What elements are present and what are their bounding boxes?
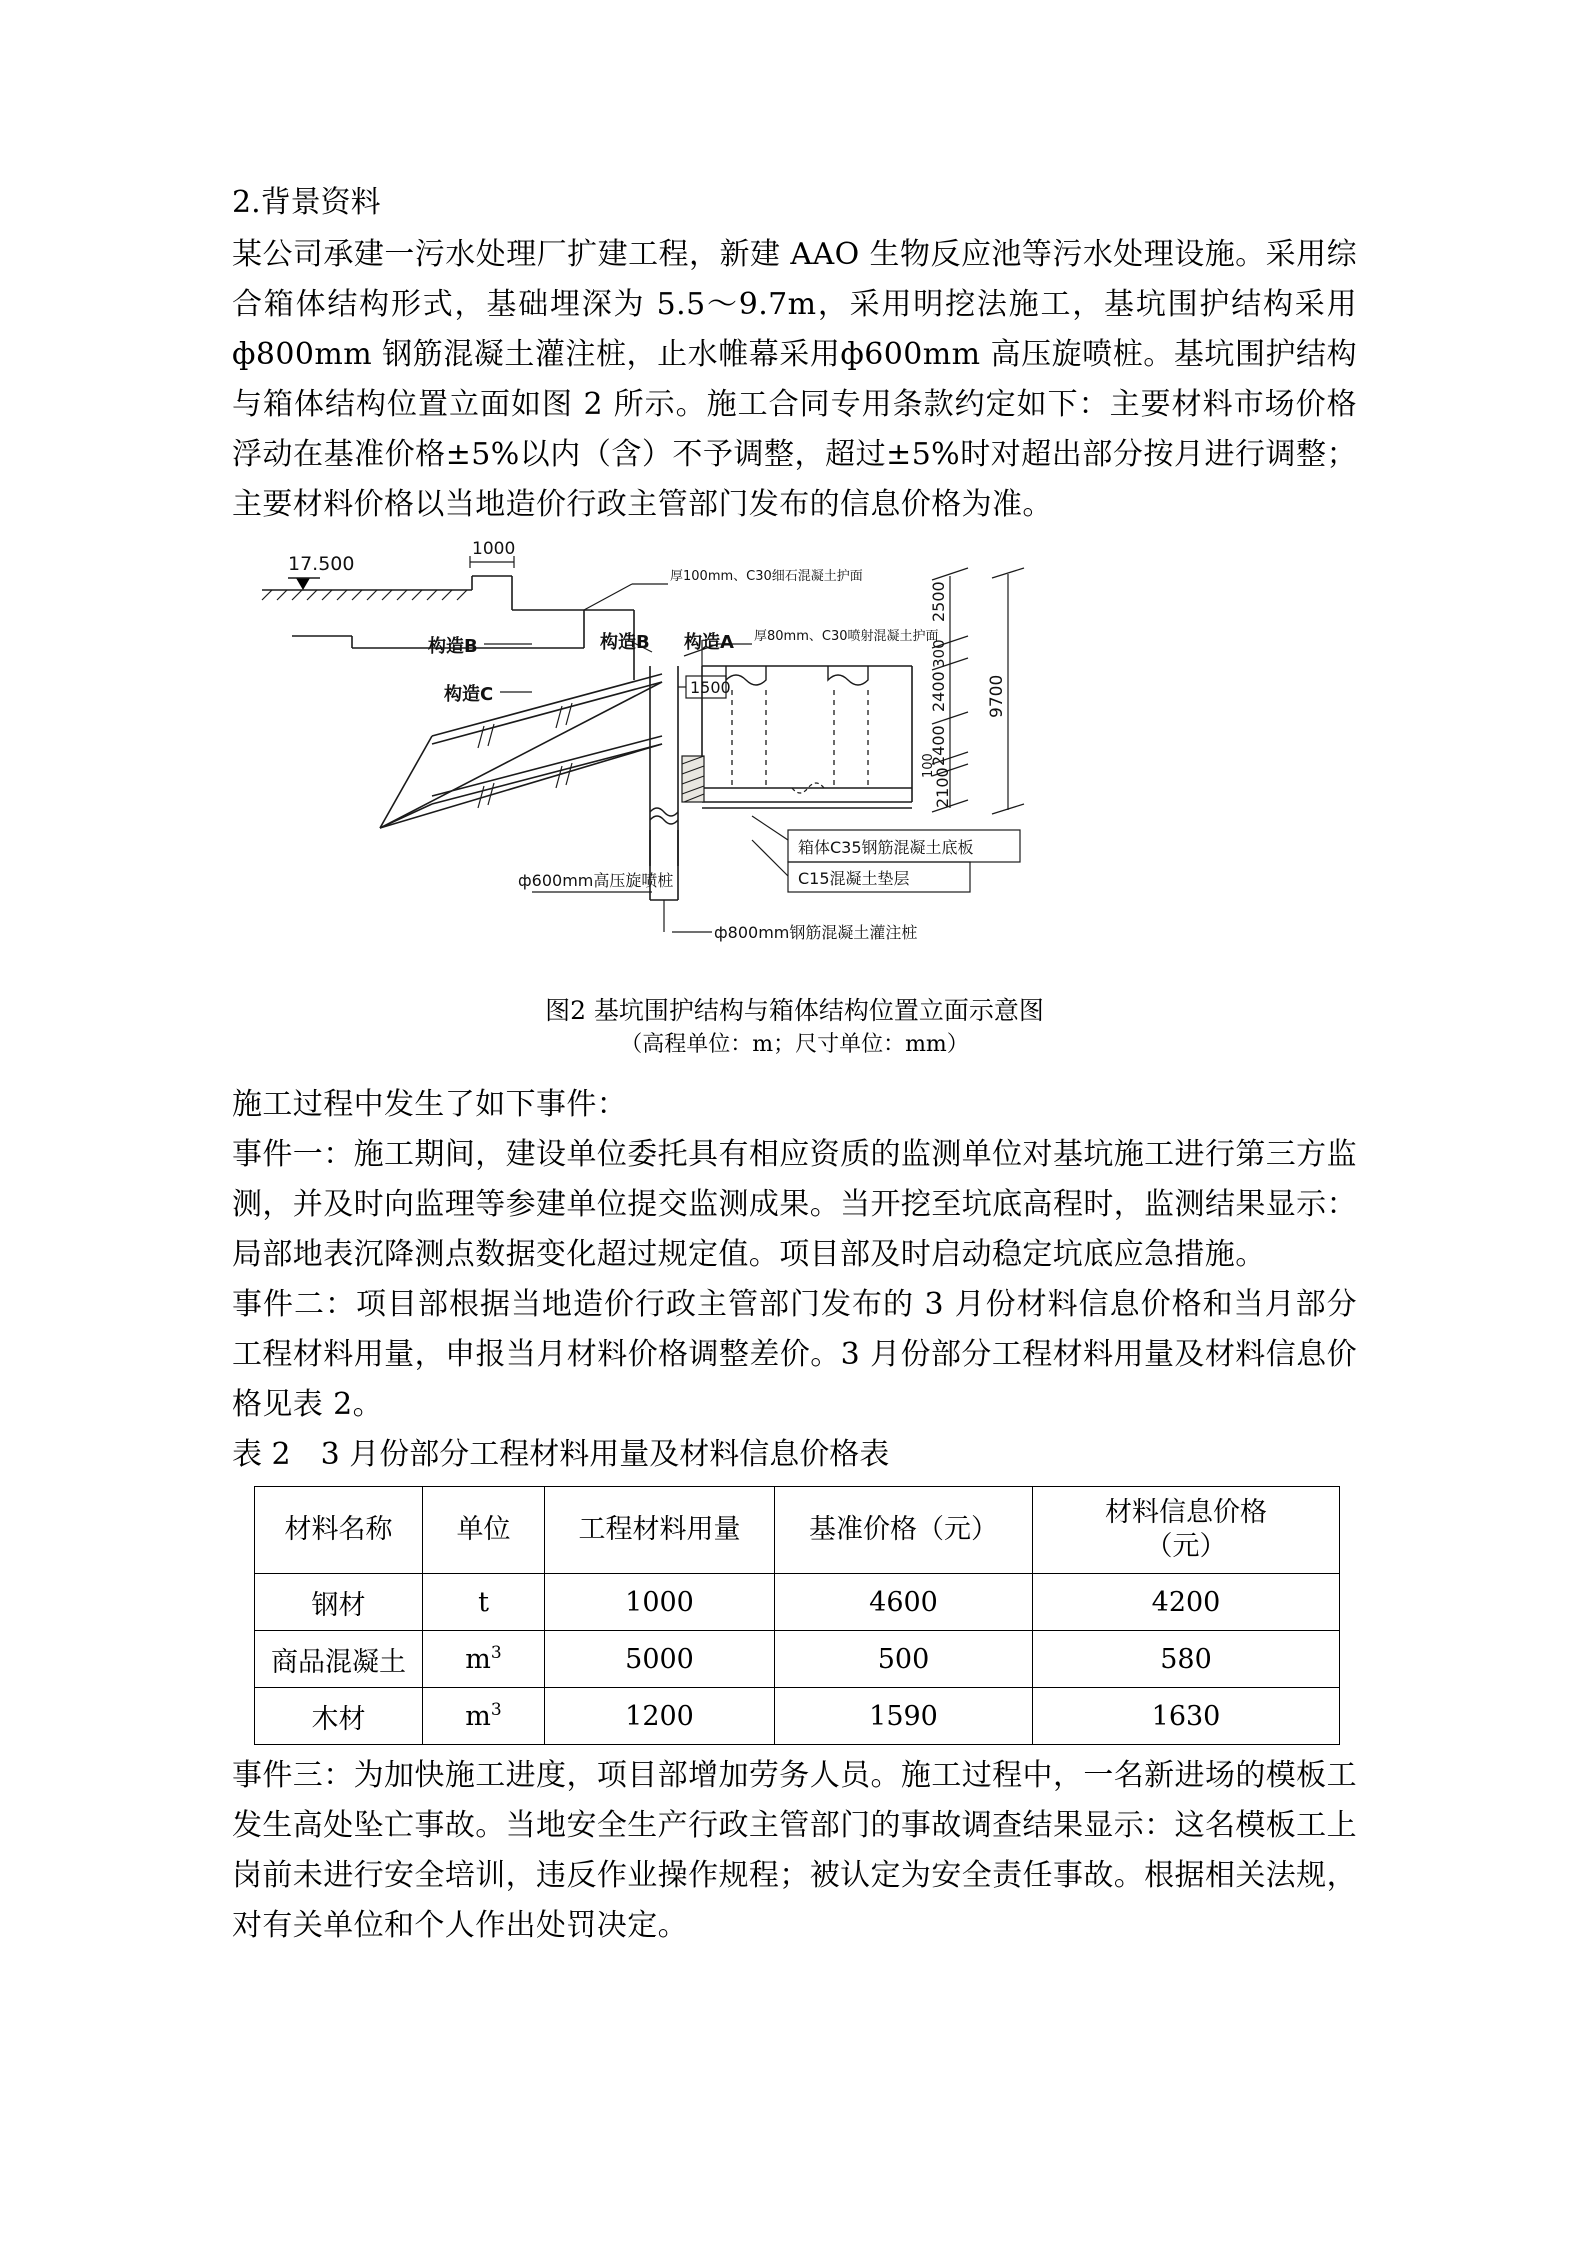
figure-dim-1500: 1500 (690, 678, 731, 697)
figure-dim-total: 9700 (987, 674, 1007, 718)
figure-note-top: 厚100mm、C30细石混凝土护面 (670, 569, 863, 584)
figure-label-box-slab: 箱体C35钢筋混凝土底板 (798, 838, 974, 857)
figure-dim-2400-1: 2400 (929, 671, 948, 712)
cell-material-name: 木材 (255, 1688, 423, 1745)
figure-label-cushion: C15混凝土垫层 (798, 869, 910, 888)
table-title: 表 2 3 月份部分工程材料用量及材料信息价格表 (232, 1437, 890, 1472)
cell-quantity: 1200 (545, 1688, 775, 1745)
cell-unit: $m^3$ (423, 1688, 545, 1745)
cell-material-name: 钢材 (255, 1574, 423, 1631)
material-price-table (254, 1486, 1340, 1745)
figure-label-struct-b1: 构造B (428, 636, 478, 657)
cell-base-price: 500 (775, 1631, 1033, 1688)
table-row (255, 1688, 1340, 1745)
table-header-row (255, 1487, 1340, 1574)
figure-2 (232, 540, 1357, 1080)
background-paragraph: 某公司承建一污水处理厂扩建工程，新建 AAO 生物反应池等污水处理设施。采用综合箱体结构形式，基础埋深为 5.5～9.7m，采用明挖法施工，基坑围护结构采用 ф800mm 钢筋混凝土灌注桩，止水帷幕采用ф600mm 高压旋喷桩。基坑围护结构与箱体结构位置立面如图 2 所示。施工合同专用条款约定如下：主要材料市场价格浮动在基准价格±5%以内（含）不予调整，超过±5%时对超出部分按月进行调整；主要材料价格以当地造价行政主管部门发布的信息价格为准。 (232, 237, 1357, 522)
cell-quantity: 5000 (545, 1631, 775, 1688)
figure-label-top-width: 1000 (472, 540, 516, 559)
event-one: 事件一：施工期间，建设单位委托具有相应资质的监测单位对基坑施工进行第三方监测，并及时向监理等参建单位提交监测成果。当开挖至坑底高程时，监测结果显示：局部地表沉降测点数据变化超过规定值。项目部及时启动稳定坑底应急措施。 (232, 1137, 1357, 1272)
figure-dim-2100: 2100 (933, 767, 952, 808)
cell-unit: $m^3$ (423, 1631, 545, 1688)
table-header-material: 材料名称 (255, 1487, 423, 1574)
figure-label-struct-a: 构造A (684, 632, 734, 653)
cell-info-price: 580 (1033, 1631, 1340, 1688)
figure-label-jet-pile: ф600mm高压旋喷桩 (518, 871, 674, 890)
figure-label-struct-c: 构造C (444, 684, 494, 705)
event-three: 事件三：为加快施工进度，项目部增加劳务人员。施工过程中，一名新进场的模板工发生高处坠亡事故。当地安全生产行政主管部门的事故调查结果显示：这名模板工上岗前未进行安全培训，违反作业操作规程；被认定为安全责任事故。根据相关法规，对有关单位和个人作出处罚决定。 (232, 1758, 1357, 1943)
section-heading: 2.背景资料 (232, 185, 381, 220)
figure-dim-100: 100 (921, 753, 936, 778)
table-row (255, 1574, 1340, 1631)
figure-note-mid: 厚80mm、C30喷射混凝土护面 (754, 629, 939, 644)
excavation-section-drawing (232, 540, 1357, 1020)
event-two: 事件二：项目部根据当地造价行政主管部门发布的 3 月份材料信息价格和当月部分工程材料用量，申报当月材料价格调整差价。3 月份部分工程材料用量及材料信息价格见表 2。 (232, 1287, 1357, 1422)
cell-base-price: 4600 (775, 1574, 1033, 1631)
figure-dim-300: 300 (930, 639, 948, 668)
figure-caption-sub: （高程单位：m；尺寸单位：mm） (620, 1032, 969, 1057)
cell-material-name: 商品混凝土 (255, 1631, 423, 1688)
figure-dim-2500: 2500 (929, 581, 948, 622)
figure-dim-2400-2: 2400 (929, 725, 948, 766)
figure-label-elevation: 17.500 (288, 553, 355, 575)
process-intro: 施工过程中发生了如下事件： (232, 1087, 628, 1122)
table-header-quantity: 工程材料用量 (545, 1487, 775, 1574)
table-header-info-price: 材料信息价格 （元） (1033, 1487, 1340, 1574)
table-row (255, 1631, 1340, 1688)
table-header-base-price: 基准价格（元） (775, 1487, 1033, 1574)
figure-label-struct-b2: 构造B (600, 632, 650, 653)
cell-quantity: 1000 (545, 1574, 775, 1631)
table-header-unit: 单位 (423, 1487, 545, 1574)
document-content (232, 180, 1357, 1951)
cell-info-price: 1630 (1033, 1688, 1340, 1745)
cell-base-price: 1590 (775, 1688, 1033, 1745)
cell-info-price: 4200 (1033, 1574, 1340, 1631)
figure-caption: 图2 基坑围护结构与箱体结构位置立面示意图 (545, 996, 1044, 1025)
figure-label-bored-pile: ф800mm钢筋混凝土灌注桩 (714, 923, 918, 942)
cell-unit: t (423, 1574, 545, 1631)
